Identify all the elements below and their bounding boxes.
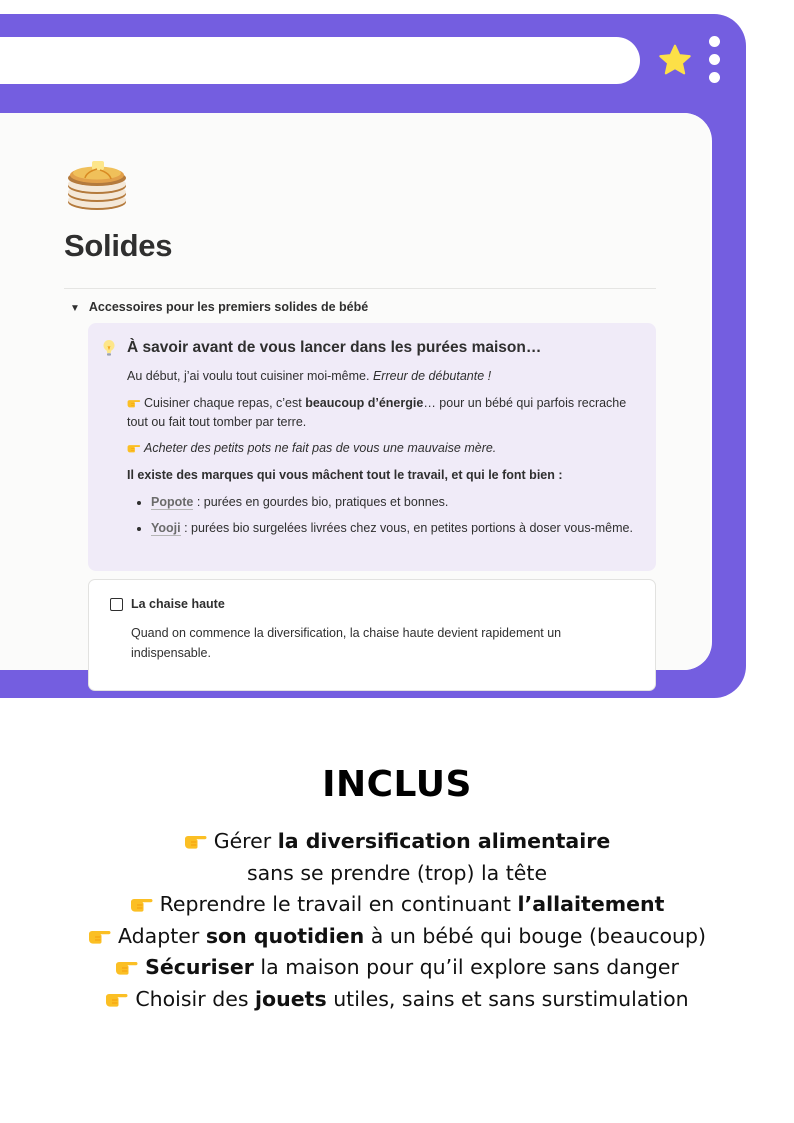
callout-title: À savoir avant de vous lancer dans les purées maison… [127,339,542,356]
feature-text: Adapter [117,923,200,948]
feature-highlight: l’allaitement [517,892,665,916]
feature-highlight: Sécuriser [145,955,254,979]
feature-highlight: son quotidien [205,923,365,948]
feature-item [0,984,794,1016]
toggle-triangle-icon[interactable]: ▼ [70,303,80,314]
star-icon[interactable] [657,43,693,79]
task-title: La chaise haute [131,597,225,611]
brand-link-yooji[interactable]: Yooji [151,521,181,535]
feature-item [0,921,794,953]
feature-text: Reprendre le travail en continuant [159,892,511,916]
feature-text: utiles, sains et sans surstimulation [333,986,689,1011]
feature-text: Choisir des [135,986,249,1011]
feature-text: à un bébé qui bouge (beaucoup) [370,923,707,948]
callout-paragraph [127,394,642,432]
callout-paragraph [127,439,642,458]
inclus-title: INCLUS [322,764,472,805]
callout-block [88,323,656,571]
pointing-hand-icon [105,991,129,1007]
callout-body [127,367,642,545]
feature-item [0,826,794,858]
callout-paragraph [127,367,642,386]
feature-text: la maison pour qu’il explore sans danger [260,955,679,979]
pancake-icon [66,156,128,214]
list-item [151,493,642,512]
page-title: Solides [64,228,173,263]
feature-highlight: la diversification alimentaire [277,829,611,853]
paragraph-text: … pour un bébé qui parfois recrache tout ou fait tout tomber par terre. [127,396,627,429]
feature-item [0,952,794,984]
pointing-hand-icon [115,959,139,975]
address-bar[interactable] [0,37,640,84]
bold-text: beaucoup d’énergie [305,396,424,410]
feature-highlight: jouets [255,986,327,1011]
pointing-hand-icon [184,833,208,849]
toggle-label: Accessoires pour les premiers solides de bébé [88,300,369,314]
brand-list [127,493,642,538]
pointing-hand-icon [130,896,154,912]
task-card [88,579,656,691]
italic-text: Acheter des petits pots ne fait pas de vous une mauvaise mère. [144,441,497,455]
pointing-hand-icon [127,443,141,453]
toggle-block[interactable] [70,300,368,314]
feature-text: sans se prendre (trop) la tête [246,860,548,885]
task-description: Quand on commence la diversification, la chaise haute devient rapidement un indispensable. [131,626,562,660]
brand-description: : purées en gourdes bio, pratiques et bonnes. [193,495,449,509]
italic-text: Erreur de débutante ! [372,369,492,383]
feature-item [0,889,794,921]
brand-description: : purées bio surgelées livrées chez vous, en petites portions à doser vous-même. [180,521,633,535]
list-item [151,519,642,538]
paragraph-text: Au début, j’ai voulu tout cuisiner moi-même. [127,369,370,383]
task-checkbox[interactable] [110,598,123,611]
feature-text: Gérer [213,829,272,853]
feature-list [0,826,794,1015]
divider [64,288,656,289]
pointing-hand-icon [127,398,141,408]
paragraph-text: Cuisiner chaque repas, c’est [144,396,302,410]
brand-link-popote[interactable]: Popote [151,495,194,509]
feature-item [0,858,794,890]
light-bulb-icon [102,339,116,359]
callout-paragraph [127,466,642,485]
kebab-menu-icon[interactable] [706,36,722,86]
bold-text: Il existe des marques qui vous mâchent tout le travail, et qui le font bien : [127,468,563,482]
pointing-hand-icon [88,928,112,944]
